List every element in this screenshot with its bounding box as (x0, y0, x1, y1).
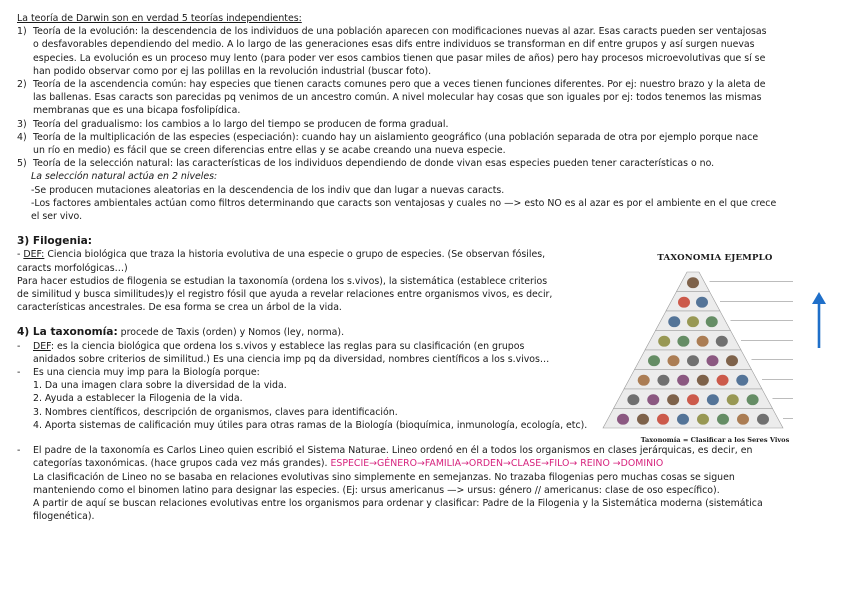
natural-selection-line: el ser vivo. (31, 211, 83, 223)
def-label: DEF (33, 340, 51, 352)
filogenia-para-line: Para hacer estudios de filogenia se estudian la taxonomía (ordena los s.vivos), la sistemática (establece criterios (17, 275, 548, 287)
linneo-para-line: A partir de aquí se buscan relaciones evolutivas entre los organismos para ordenar y clasificar: Padre de la Filogenia y la Sistemática moderna (sistemática (33, 497, 763, 509)
theory-line: han podido observar como por ej las polillas en la revolución industrial (buscar foto). (33, 65, 432, 77)
taxonomia-def: - DEF: es la ciencia biológica que ordena los s.vivos y establece las reglas para su clasificación (en grupos anidados sobre criterios de similitud.) Es una ciencia imp pq da diversidad, nombres científicos a los s.vivos… (17, 340, 829, 366)
organism-icon (696, 297, 708, 308)
theory-number: 3) (17, 118, 27, 130)
filogenia-def-line: caracts morfológicas…) (17, 262, 128, 274)
def-label: DEF: (23, 249, 45, 261)
reason-item: 3. Nombres científicos, descripción de organismos, claves para identificación. (33, 406, 398, 418)
organism-icon (707, 355, 719, 366)
organism-icon (657, 375, 669, 386)
theory-item-3 (17, 118, 829, 131)
theory-number: 1) (17, 26, 27, 38)
organism-icon (687, 355, 699, 366)
organism-icon (706, 316, 718, 327)
theory-line: Teoría de la selección natural: las características de los individuos dependiendo de donde vivan esas especies pueden tener características o no. (33, 158, 715, 170)
taxonomia-heading: 4) La taxonomía: (17, 326, 118, 339)
organism-icon (747, 394, 759, 405)
def-text: Ciencia biológica que traza la historia evolutiva de una especie o grupo de especies. (Se observan fósiles, (44, 249, 546, 261)
organism-icon (697, 336, 709, 347)
organism-icon (717, 414, 729, 425)
linneo-para-line: manteniendo como el binomen latino para designar las especies. (Ej: ursus americanus —> ursus: género // americanus: clase de oso específico). (33, 484, 720, 496)
linneo-section: - El padre de la taxonomía es Carlos Lineo quien escribió el Sistema Naturae. Lineo ordenó en él a todos los organismos en clases jerárquicas, es decir, en categorías taxonómicas. (hace grupos cada vez más grandes). ESPECIE→GÉNERO→FAMILIA→ORDEN→CLASE→FILO→ REINO →DOMINIO La clasificación de Lineo no se basaba en relaciones evolutivas sino simplemente en semejanzas. No trazaba filogenias pero muchas cosas se siguen manteniendo como el binomen latino para designar las especies. (Ej: ursus americanus —> ursus: género // americanus: clase de oso específico). A partir de aquí se buscan relaciones evolutivas entre los organismos para ordenar y clasificar: Padre de la Filogenia y la Sistemática moderna (sistemática filogenética). (17, 444, 829, 523)
reason-item: 2. Ayuda a establecer la Filogenia de la vida. (33, 393, 243, 405)
pyramid-step (666, 292, 720, 312)
organism-icon (667, 394, 679, 405)
reason-item: 1. Da una imagen clara sobre la diversidad de la vida. (33, 380, 287, 392)
linneo-line: El padre de la taxonomía es Carlos Lineo quien escribió el Sistema Naturae. Lineo ordenó en él a todos los organismos en clases jerárquicas, es decir, en (33, 445, 753, 457)
filogenia-para-line: características ancestrales. De esa forma se crea un árbol de la vida. (17, 302, 342, 314)
theory-line: Teoría de la evolución: la descendencia de los individuos de una población aparecen con modificaciones nuevas al azar. Esas caracts pueden ser ventajosas (33, 26, 767, 38)
natural-selection-block (17, 170, 829, 223)
organism-icon (638, 375, 650, 386)
theory-line: un río en medio) es fácil que se creen diferencias entre ellas y se acabe creando una nueva especie. (33, 145, 506, 157)
organism-icon (687, 394, 699, 405)
organism-icon (757, 414, 769, 425)
section-title: La teoría de Darwin son en verdad 5 teorías independientes: (17, 13, 302, 24)
theory-line: Teoría de la ascendencia común: hay especies que tienen caracts comunes pero que a veces tienen funciones diferentes. Por ej: nuestro brazo y la aleta de (33, 79, 766, 91)
taxonomic-hierarchy: ESPECIE→GÉNERO→FAMILIA→ORDEN→CLASE→FILO→ REINO →DOMINIO (330, 458, 664, 470)
natural-selection-line: -Los factores ambientales actúan como filtros determinando que caracts son ventajosas y cuales no —> esto NO es al azar es por el ambiente en el que crece (31, 197, 777, 209)
taxonomia-heading-rest: procede de Taxis (orden) y Nomos (ley, norma). (117, 327, 345, 339)
organism-icon (647, 394, 659, 405)
organism-icon (707, 394, 719, 405)
organism-icon (687, 316, 699, 327)
organism-icon (717, 375, 729, 386)
theory-item-5 (17, 157, 829, 170)
organism-icon (677, 336, 689, 347)
dash: - (17, 249, 24, 261)
reason-item: 4. Aporta sistemas de calificación muy útiles para otras ramas de la Biología (bioquímica, inmunología, ecología, etc). (33, 419, 588, 431)
organism-icon (677, 414, 689, 425)
organism-icon (697, 375, 709, 386)
linneo-text: categorías taxonómicas. (hace grupos cada vez más grandes). (33, 458, 331, 470)
organism-icon (658, 336, 670, 347)
organism-icon (627, 394, 639, 405)
def-text: : es la ciencia biológica que ordena los s.vivos y establece las reglas para su clasificación (en grupos (50, 340, 525, 352)
organism-icon (726, 355, 738, 366)
theory-line: Teoría del gradualismo: los cambios a lo largo del tiempo se producen de forma gradual. (33, 118, 449, 130)
filogenia-heading: 3) Filogenia: (17, 235, 93, 248)
organism-icon (677, 375, 689, 386)
theory-line: especies. La evolución es un proceso muy lento (para poder ver esos cambios tienen que pasar miles de años) pero hay procesos microevolutivas que sí se (33, 52, 766, 64)
taxonomy-figure (597, 248, 833, 448)
organism-icon (637, 414, 649, 425)
filogenia-para-line: de similitud y busca similitudes)y el registro fósil que ayuda a revelar relaciones entre organismos vivos, es decir, (17, 289, 553, 301)
organism-icon (648, 355, 660, 366)
theory-number: 5) (17, 158, 27, 170)
linneo-para-line: filogenética). (33, 511, 95, 523)
theory-line: membranas que es una bicapa fosfolipídica. (33, 105, 241, 117)
def-text-line: anidados sobre criterios de similitud.) Es una ciencia imp pq da diversidad, nombres científicos a los s.vivos… (33, 353, 550, 365)
theory-item-4 (17, 131, 829, 157)
natural-selection-heading: La selección natural actúa en 2 niveles: (31, 171, 218, 183)
theory-number: 4) (17, 131, 27, 143)
organism-icon (716, 336, 728, 347)
theory-item-2 (17, 78, 829, 118)
arrow-up-icon (812, 292, 826, 304)
theory-number: 2) (17, 79, 27, 91)
filogenia-def (17, 248, 595, 261)
theory-line: las ballenas. Esas caracts son parecidas pq venimos de un ancestro común. A nivel molecular hay cosas que son iguales por ej: todos tenemos las mismas (33, 92, 762, 104)
organism-icon (687, 277, 699, 288)
importance-line: Es una ciencia muy imp para la Biología porque: (33, 367, 260, 379)
pyramid-step (603, 409, 783, 429)
organism-icon (668, 316, 680, 327)
organism-icon (617, 414, 629, 425)
linneo-para-line: La clasificación de Lineo no se basaba en relaciones evolutivas sino simplemente en semejanzas. No trazaba filogenias pero muchas cosas se siguen (33, 471, 735, 483)
taxonomia-importance: - Es una ciencia muy imp para la Biología porque: (17, 366, 829, 379)
figure-title: TAXONOMIA EJEMPLO (657, 253, 773, 263)
theory-line: o desfavorables dependiendo del medio. A lo largo de las generaciones esas difs entre individuos se transforman en dif entre grupos y así surgen nuevas (33, 39, 755, 51)
taxonomy-pyramid (597, 248, 833, 448)
theory-item-1 (17, 25, 829, 78)
organism-icon (727, 394, 739, 405)
filogenia-section (17, 235, 595, 314)
natural-selection-line: -Se producen mutaciones aleatorias en la descendencia de los indiv que dan lugar a nuevas caracts. (31, 184, 505, 196)
linneo-line (33, 457, 829, 470)
organism-icon (736, 375, 748, 386)
organism-icon (678, 297, 690, 308)
organism-icon (737, 414, 749, 425)
theory-line: Teoría de la multiplicación de las especies (especiación): cuando hay un aislamiento geográfico (una población separada de otra por ejemplo porque nace (33, 131, 759, 143)
organism-icon (668, 355, 680, 366)
organism-icon (657, 414, 669, 425)
organism-icon (697, 414, 709, 425)
figure-caption: Taxonomía = Clasificar a los Seres Vivos (640, 436, 790, 444)
